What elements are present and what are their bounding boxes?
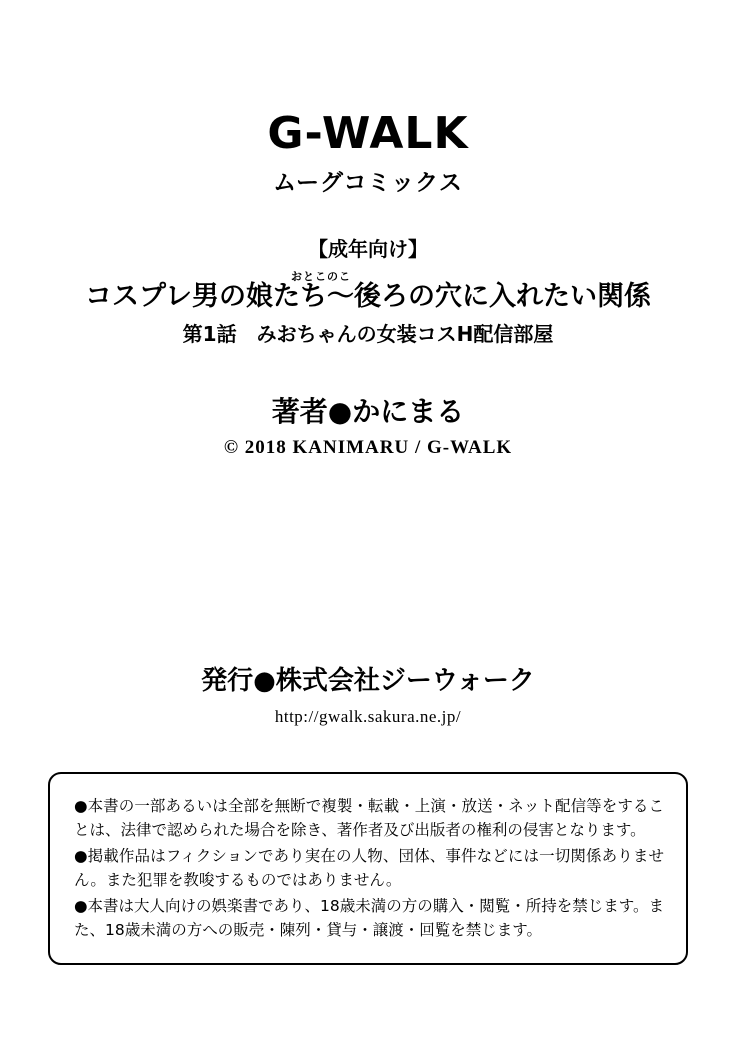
legal-notice-box	[48, 772, 688, 965]
imprint-block	[0, 668, 736, 725]
title-furigana: おとこのこ	[290, 270, 351, 283]
publisher-imprint-name: ムーグコミックス	[273, 170, 463, 196]
page-title: コスプレ男の娘たち〜後ろの穴に入れたい関係	[85, 281, 651, 312]
adult-content-tag: 【成年向け】	[308, 237, 428, 261]
publisher-logo: G-WALK	[267, 108, 469, 159]
publisher-url: http://gwalk.sakura.ne.jp/	[274, 707, 462, 726]
title-block	[85, 270, 651, 313]
legal-notice-paragraph: ●本書は大人向けの娯楽書であり、18歳未満の方の購入・閲覧・所持を禁じます。また、18歳未満の方への販売・陳列・貸与・譲渡・回覧を禁じます。	[74, 896, 665, 940]
author-credit: 著者●かにまる	[271, 395, 465, 429]
publisher-company: 発行●株式会社ジーウォーク	[201, 666, 535, 696]
chapter-title: 第1話 みおちゃんの女装コスH配信部屋	[182, 322, 554, 347]
legal-notice-paragraph: ●本書の一部あるいは全部を無断で複製・転載・上演・放送・ネット配信等をすることは、法律で認められた場合を除き、著作者及び出版者の権利の侵害となります。	[74, 797, 664, 840]
legal-notice-paragraph: ●掲載作品はフィクションであり実在の人物、団体、事件などには一切関係ありません。また犯罪を教唆するものではありません。	[74, 846, 664, 890]
colophon-header	[0, 0, 736, 457]
copyright-notice: © 2018 KANIMARU / G-WALK	[223, 437, 513, 459]
